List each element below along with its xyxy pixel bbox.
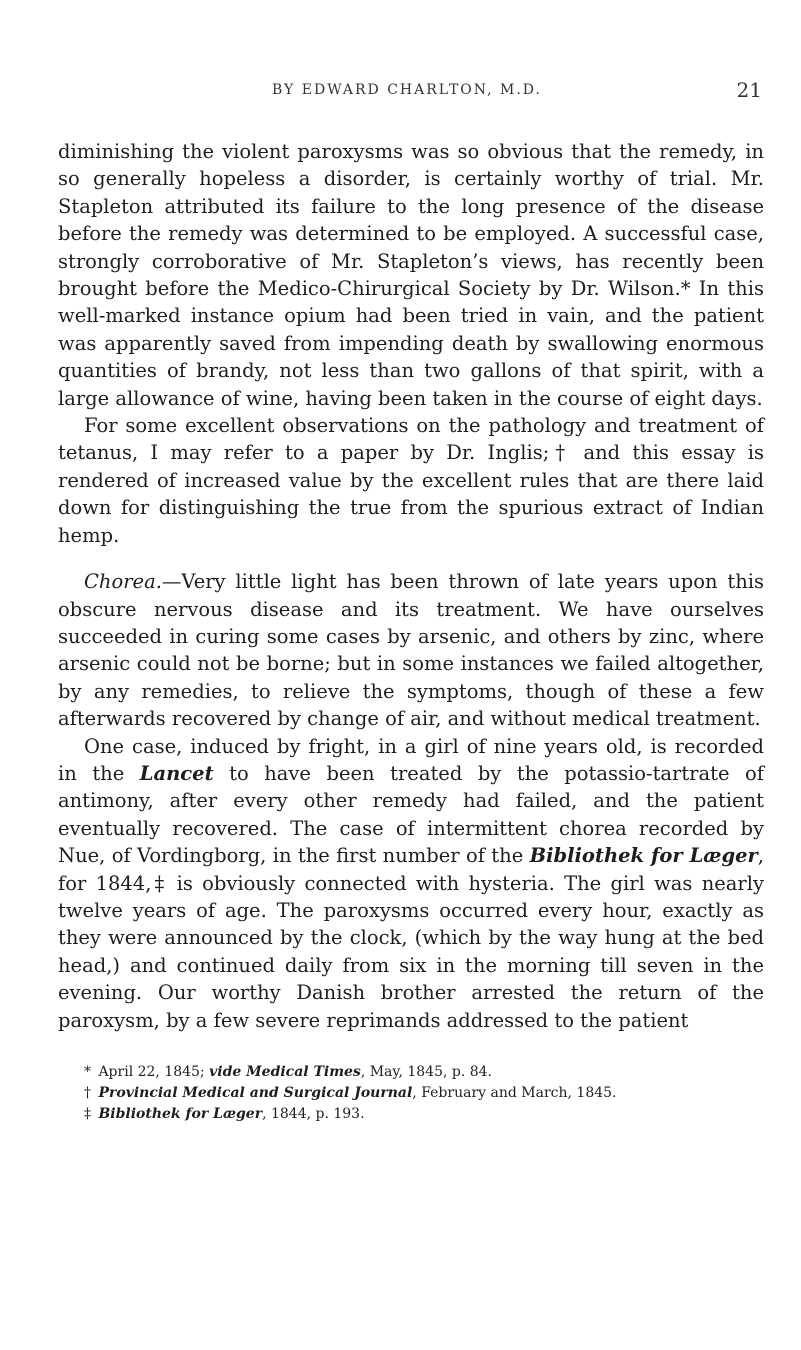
paragraph-text: For some excellent observations on the pathology and treatment of tetanus, I may refer to a paper by Dr. Inglis; [58,414,764,465]
footnote-text: , May, 1845, p. 84. [360,1064,493,1080]
footnote-text: , February and March, 1845. [412,1085,617,1101]
paragraph-chorea [58,568,764,732]
footnote-mark: † [549,441,572,465]
footnote-symbol: † [84,1085,91,1101]
paragraph-text: In this well-marked instance opium had been tried in vain, and the patient was apparently saved from impending death by swallowing enormous quantities of brandy, not less than two gallons of that spirit, with a large allowance of wine, having been taken in the course of eight days. [58,277,764,410]
footnote [58,1083,764,1104]
journal-title: Lancet [139,761,214,785]
footnote-symbol: * [84,1064,91,1080]
footnote-title: vide Medical Times [209,1064,361,1080]
paragraph-text: —Very little light has been thrown of late years upon this obscure nervous disease and its treatment. We have ourselves succeeded in curing some cases by arsenic, and others by zinc, where arsenic could not be borne; but in some instances we failed altogether, by any remedies, to relieve the symptoms, though of these a few afterwards recovered by change of air, and without medical treatment. [58,570,764,731]
paragraph-text: , for 1844, [58,844,764,895]
paragraph-stapleton [58,138,764,412]
footnote-text: , 1844, p. 193. [262,1106,365,1122]
page-number: 21 [736,78,762,102]
paragraph-text: and this essay is rendered of increased value by the excellent rules that are there laid down for distinguishing the true from the spurious extract of Indian hemp. [58,441,764,547]
footnote-title: Bibliothek for Læger [98,1106,263,1122]
paragraph-text: One case, induced by fright, in a girl of nine years old, is recorded in the [58,734,764,785]
footnote-title: Provincial Medical and Surgical Journal [98,1085,413,1101]
footnote-mark: * [680,277,691,301]
section-heading: Chorea. [84,570,162,594]
footnote-mark: ‡ [151,871,168,895]
footnote-symbol: ‡ [84,1106,91,1122]
page-header [52,78,762,108]
paragraph-text: to have been treated by the potassio-tartrate of antimony, after every other remedy had failed, and the patient eventually recovered. The case of intermittent chorea recorded by Nue, of Vordingborg, in the first number of the [58,761,764,868]
footnote-text: April 22, 1845; [94,1064,210,1080]
paragraph-text: is obviously connected with hysteria. The girl was nearly twelve years of age. The paroxysms occurred every hour, exactly as they were announced by the clock, (which by the way hung at the bed head,) and continued daily from six in the morning till seven in the evening. Our worthy Danish brother arrested the return of the paroxysm, by a few severe reprimands addressed to the patient [58,871,764,1032]
footnote [58,1062,764,1083]
footnotes [58,1062,764,1125]
footnote [58,1104,764,1125]
paragraph-text: diminishing the violent paroxysms was so obvious that the remedy, in so generally hopeless a disorder, is certainly worthy of trial. Mr. Stapleton attributed its failure to the long presence of the disease before the remedy was determined to be employed. A successful case, strongly corroborative of Mr. Stapleton’s views, has recently been brought before the Medico-Chirurgical Society by Dr. Wilson. [58,140,764,301]
paragraph-tetanus [58,412,764,549]
paragraph-cases [58,733,764,1034]
running-title: BY EDWARD CHARLTON, M.D. [272,82,542,98]
body-text [58,138,764,1125]
journal-title: Bibliothek for Læger [529,844,758,868]
